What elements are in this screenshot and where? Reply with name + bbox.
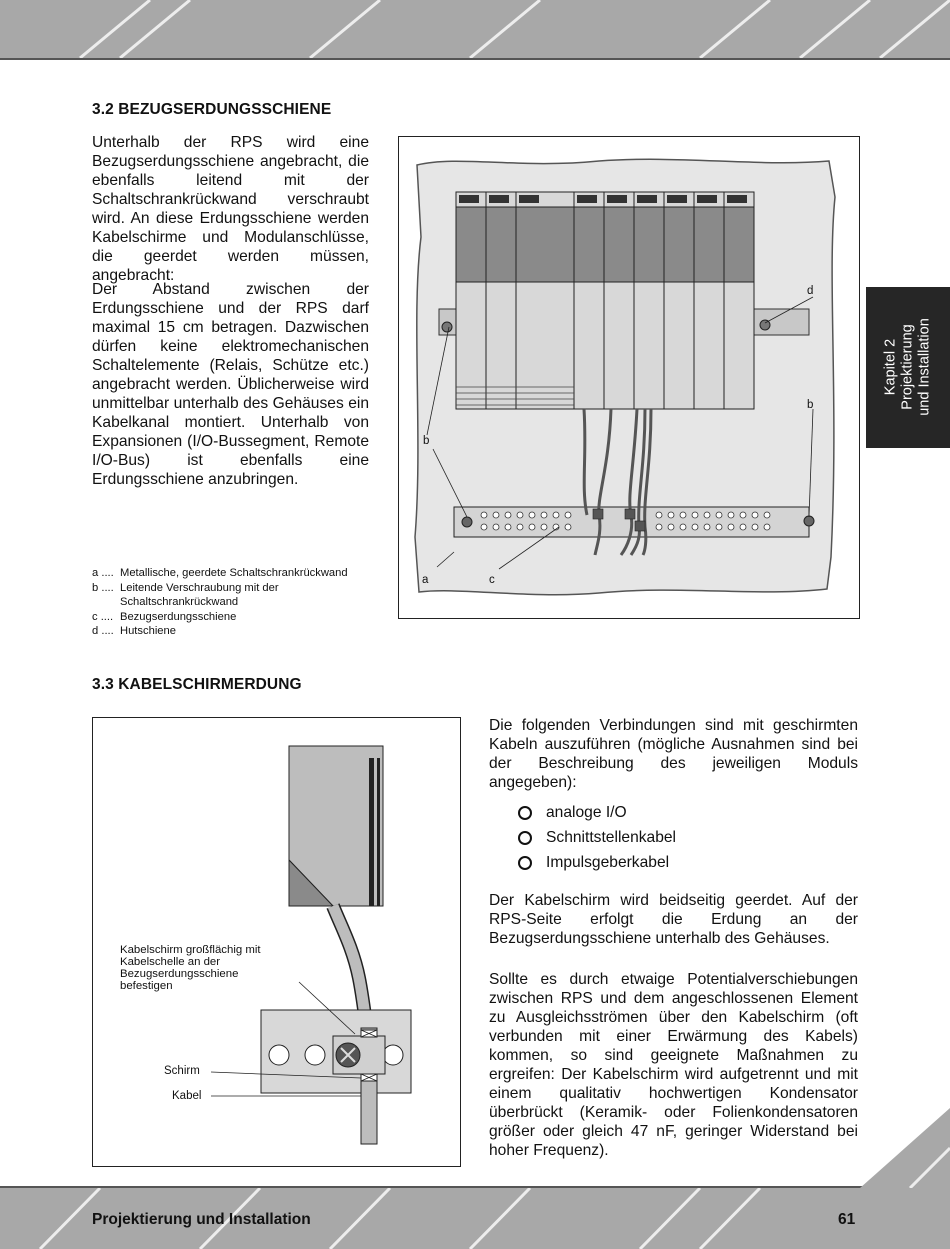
figure-legend bbox=[92, 566, 377, 639]
paragraph-erdungsschiene-abstand: Der Abstand zwischen der Erdungsschiene und der RPS darf maximal 15 cm betragen. Dazwischen dürfen keine elektromechanischen Schaltelemente (Relais, Schütze etc.) angebracht werden. Üblicherweise wird unmittelbar unterhalb des Gehäuses ein Kabelkanal montiert. Unterhalb von Expansionen (I/O-Bussegment, Remote I/O-Bus) ist ebenfalls eine Erdungsschiene anzubringen. bbox=[92, 281, 369, 488]
footer-title: Projektierung und Installation bbox=[92, 1211, 311, 1228]
grounding-bar-illustration bbox=[399, 137, 859, 618]
figure-label-b-left: b bbox=[423, 435, 430, 447]
figure-cable-shield bbox=[92, 717, 461, 1167]
side-tab-line2: Projektierung bbox=[899, 324, 916, 410]
list-item: Schnittstellenkabel bbox=[518, 825, 676, 850]
side-tab-line1: Kapitel 2 bbox=[882, 338, 899, 396]
figure-label-a: a bbox=[422, 574, 429, 586]
bullet-list-shielded-cables bbox=[518, 800, 676, 875]
paragraph-potential-shift: Sollte es durch etwaige Potentialverschiebungen zwischen RPS und dem angeschlossenen Element zu Ausgleichsströmen über den Kabelschirm (oft verbunden mit einer Erwärmung des Kabels) kommen, so sind geeignete Maßnahmen zu ergreifen: Der Kabelschirm wird aufgetrennt und mit einem qualitativ hochwertigen Kondensator überbrückt (Keramik- oder Folienkondensatoren größer oder gleich 47 nF, geringer Widerstand bei hoher Frequenz). bbox=[489, 971, 858, 1159]
legend-item: d .... Hutschiene bbox=[92, 625, 176, 637]
figure-callout-text: Kabelschirm großflächig mit Kabelschelle an der Bezugserdungsschiene befestigen bbox=[120, 944, 261, 992]
header-stripe-pattern bbox=[0, 0, 950, 58]
figure-grounding-bar bbox=[398, 136, 860, 619]
section-heading-kabelschirmerdung: 3.3 KABELSCHIRMERDUNG bbox=[92, 676, 302, 693]
circle-bullet-icon bbox=[518, 856, 532, 870]
cable-shield-illustration bbox=[93, 718, 460, 1166]
legend-item: a .... Metallische, geerdete Schaltschrankrückwand bbox=[92, 567, 348, 579]
paragraph-shielded-connections: Die folgenden Verbindungen sind mit geschirmten Kabeln auszuführen (mögliche Ausnahmen sind bei der Beschreibung des jeweiligen Moduls angegeben): bbox=[489, 717, 858, 791]
header-band bbox=[0, 0, 950, 60]
page-corner-fold bbox=[860, 1108, 950, 1188]
figure-label-kabel: Kabel bbox=[172, 1090, 202, 1102]
circle-bullet-icon bbox=[518, 806, 532, 820]
circle-bullet-icon bbox=[518, 831, 532, 845]
paragraph-shield-grounded-both-sides: Der Kabelschirm wird beidseitig geerdet. Auf der RPS-Seite erfolgt die Erdung an der Bezugserdungsschiene unterhalb des Gehäuses. bbox=[489, 892, 858, 947]
figure-label-d: d bbox=[807, 285, 814, 297]
figure-label-c: c bbox=[489, 574, 495, 586]
legend-item: b .... Leitende Verschraubung mit der Schaltschrankrückwand bbox=[92, 581, 279, 608]
list-item: Impulsgeberkabel bbox=[518, 850, 676, 875]
paragraph-bezugserdung-intro: Unterhalb der RPS wird eine Bezugserdungsschiene angebracht, die ebenfalls leitend mit der Schaltschrankrückwand verschraubt wird. An diese Erdungsschiene werden Kabelschirme und Modulanschlüsse, die geerdet werden müssen, angebracht: bbox=[92, 134, 369, 284]
list-item: analoge I/O bbox=[518, 800, 676, 825]
legend-item: c .... Bezugserdungsschiene bbox=[92, 610, 237, 623]
figure-label-b-right: b bbox=[807, 399, 814, 411]
chapter-side-tab bbox=[866, 287, 950, 448]
page-number: 61 bbox=[838, 1211, 856, 1228]
side-tab-line3: und Installation bbox=[916, 318, 933, 416]
section-heading-bezugserdungsschiene: 3.2 BEZUGSERDUNGSSCHIENE bbox=[92, 101, 332, 118]
figure-label-schirm: Schirm bbox=[164, 1065, 200, 1077]
